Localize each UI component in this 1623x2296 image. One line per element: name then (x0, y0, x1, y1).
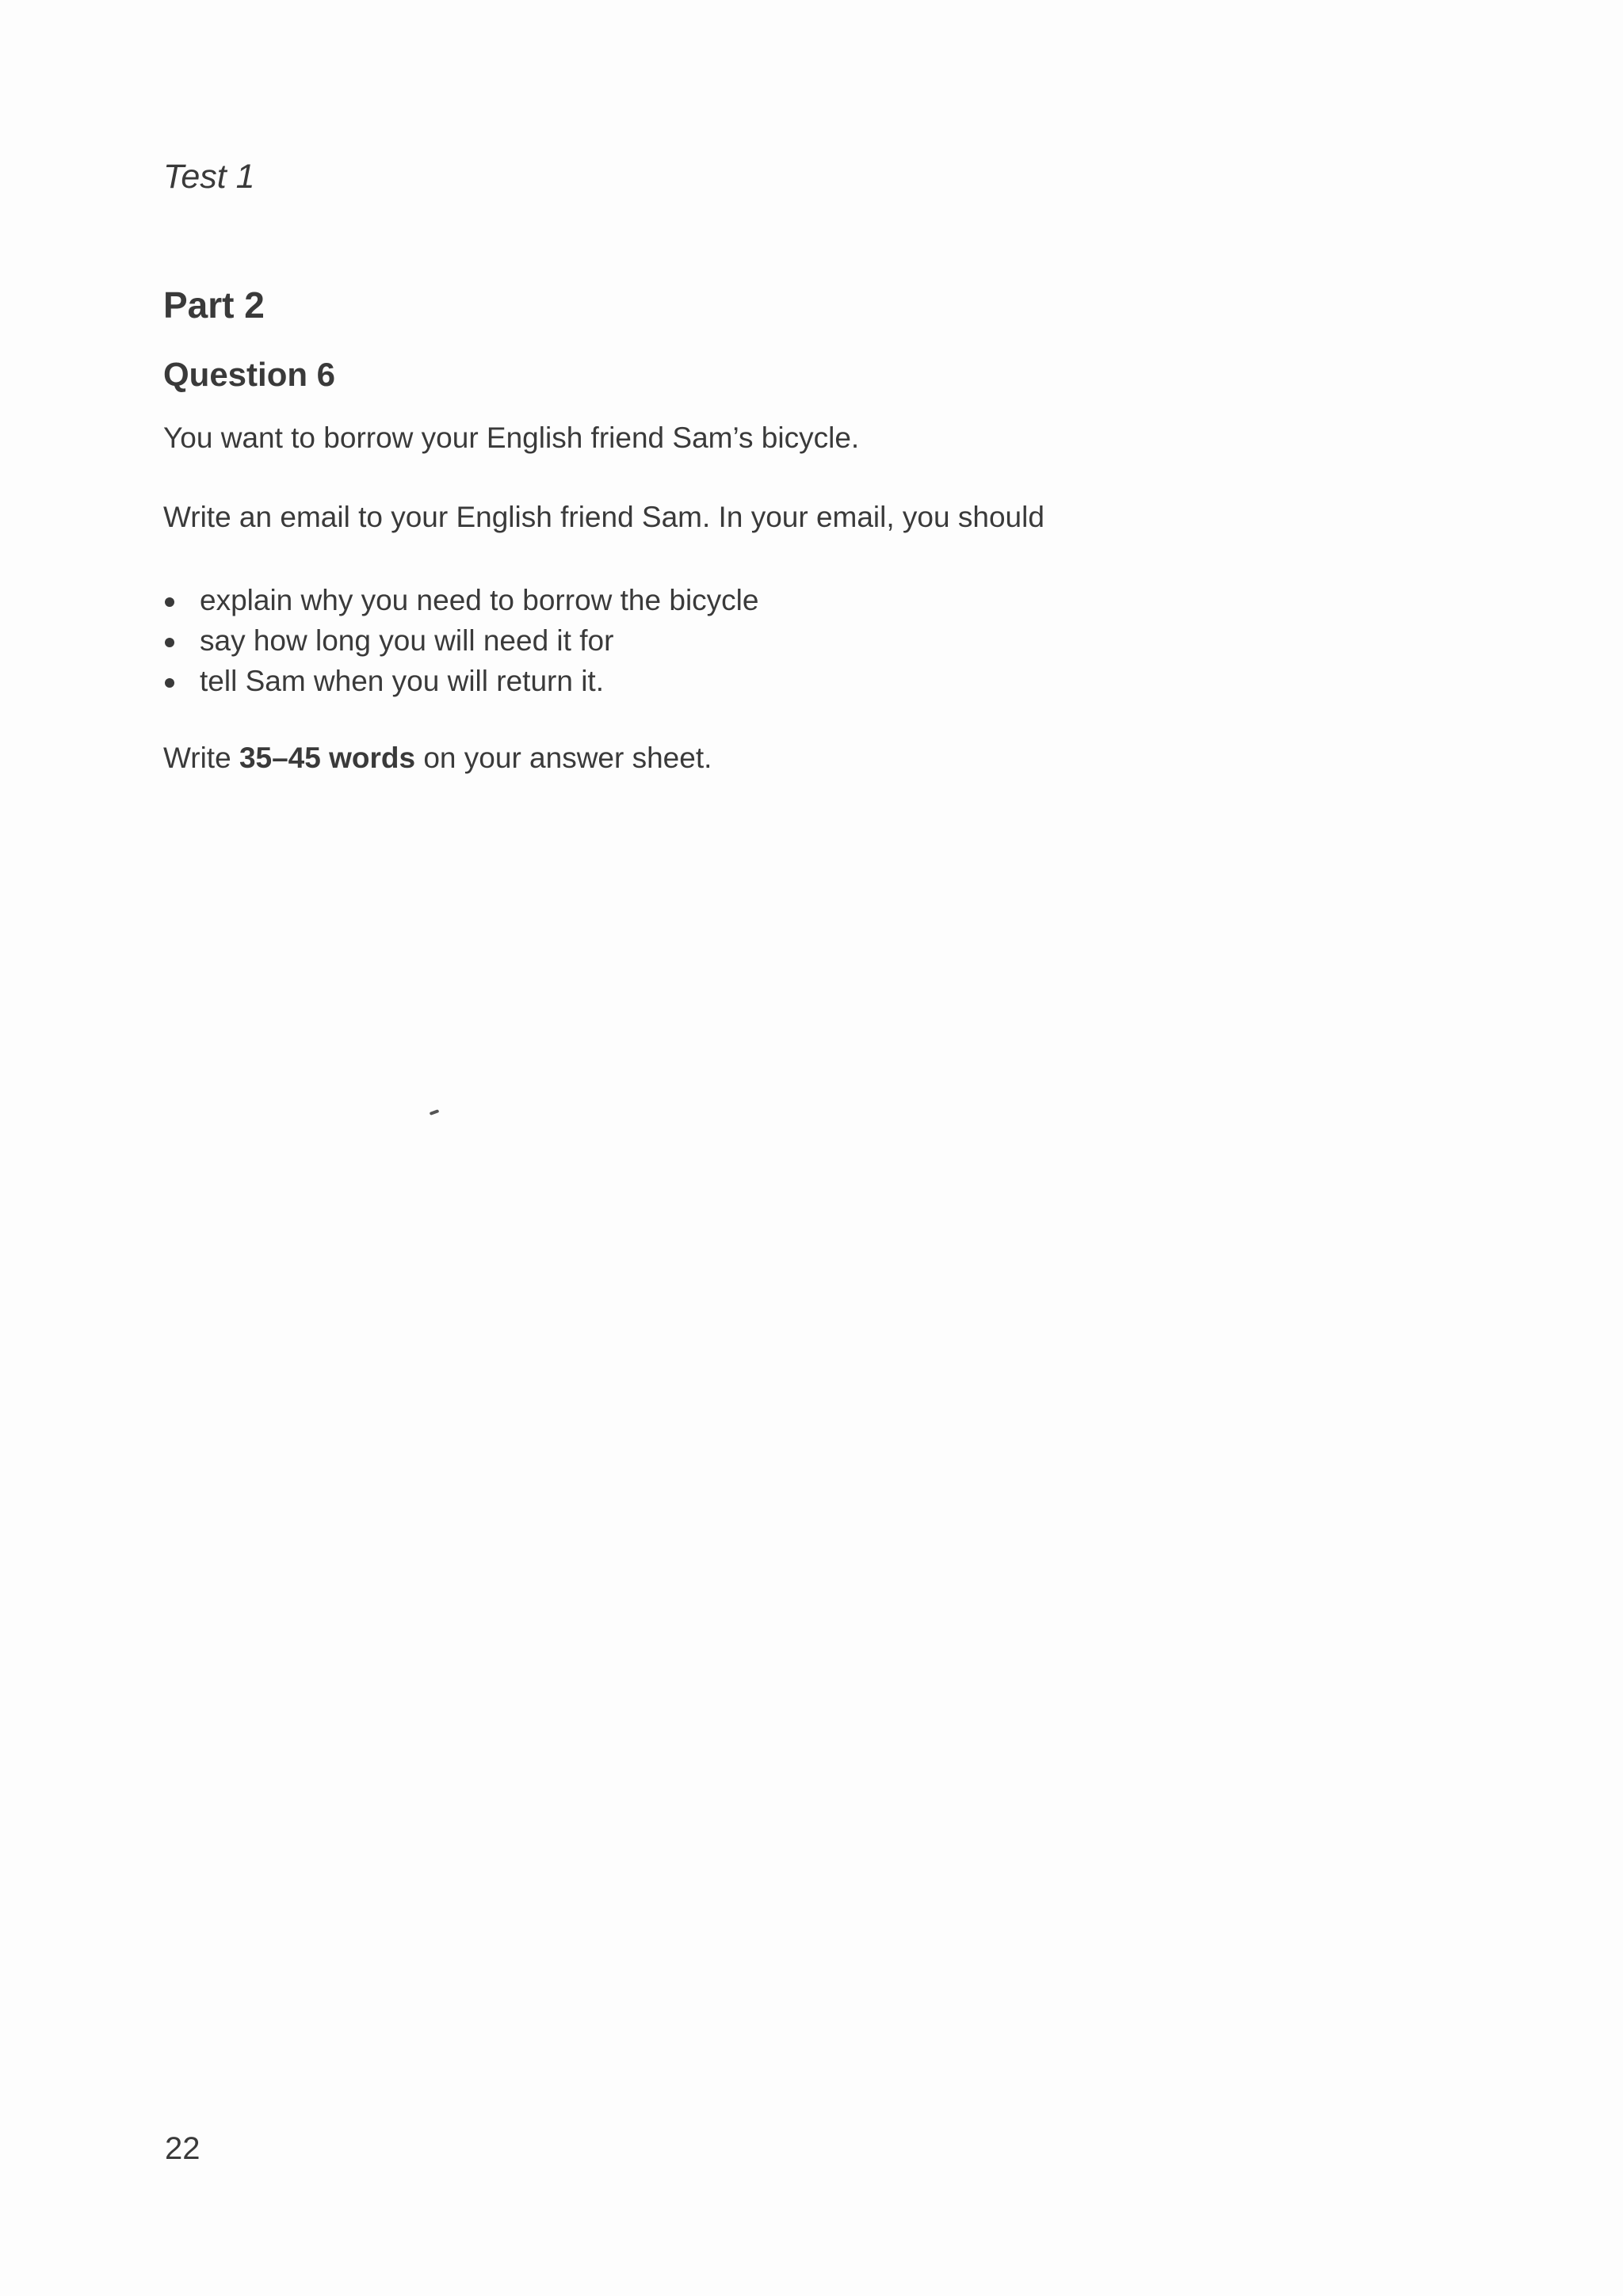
task-instruction: Write an email to your English friend Sam. In your email, you should (163, 501, 1044, 533)
running-header: Test 1 (163, 158, 255, 196)
word-limit-suffix: on your answer sheet. (415, 742, 712, 774)
word-limit-count: 35–45 words (239, 742, 416, 774)
task-bullet-list (163, 583, 758, 704)
task-bullet-item (163, 624, 758, 664)
bullet-dot-icon (165, 638, 174, 647)
part-heading: Part 2 (163, 284, 265, 326)
page-number: 22 (165, 2131, 200, 2166)
task-intro: You want to borrow your English friend Sam’s bicycle. (163, 421, 860, 454)
task-bullet-item (163, 583, 758, 624)
word-limit-instruction (163, 743, 712, 772)
task-bullet-text: say how long you will need it for (200, 624, 614, 657)
task-bullet-item (163, 664, 758, 704)
task-bullet-text: explain why you need to borrow the bicycle (200, 584, 759, 616)
question-heading: Question 6 (163, 356, 336, 393)
bullet-dot-icon (165, 678, 174, 688)
word-limit-prefix: Write (163, 742, 239, 774)
bullet-dot-icon (165, 597, 174, 607)
scan-speck (430, 1109, 440, 1116)
task-bullet-text: tell Sam when you will return it. (200, 665, 604, 697)
